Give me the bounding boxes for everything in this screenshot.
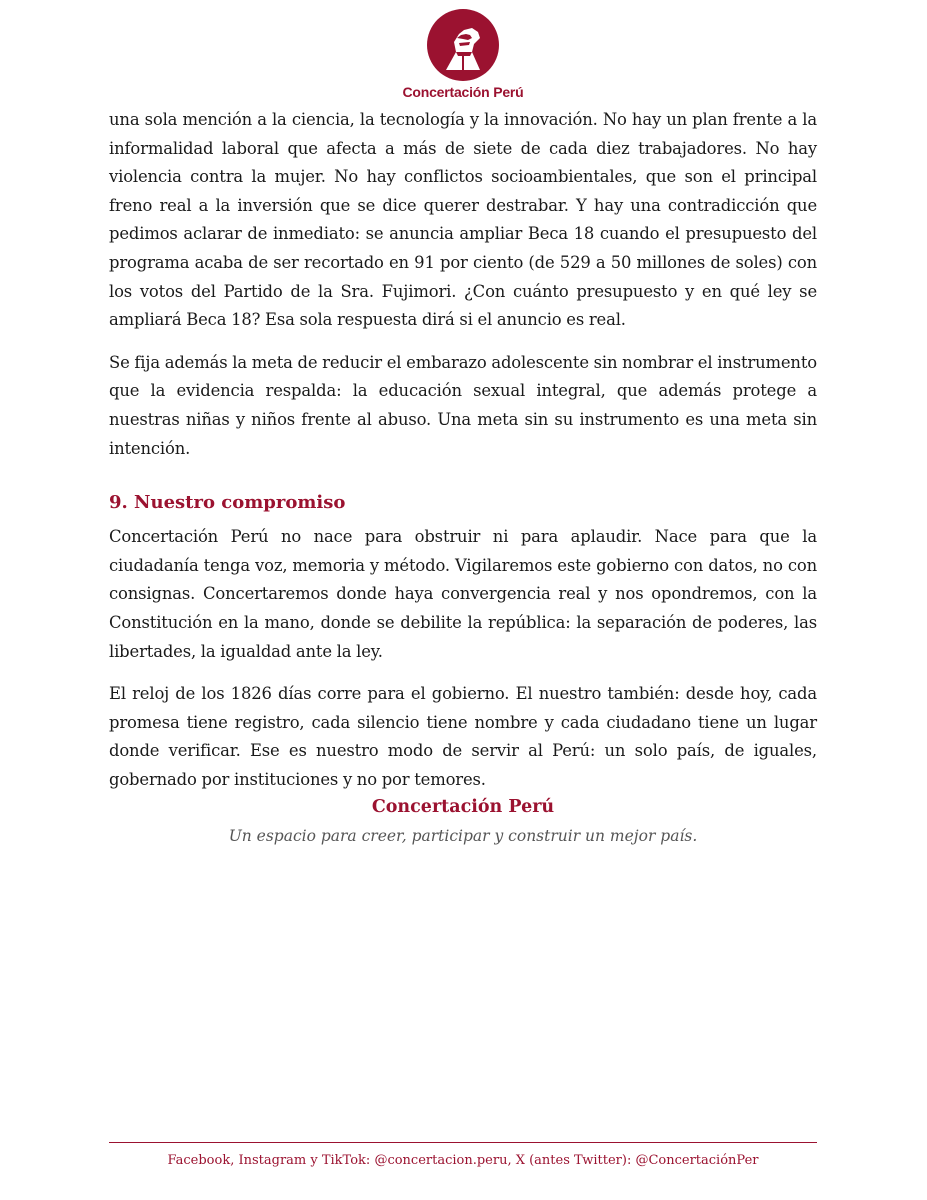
signature-block [109,794,817,850]
handshake-logo-icon [426,8,500,82]
body-paragraph: Se fija además la meta de reducir el embarazo adolescente sin nombrar el instrumento que la evidencia respalda: la educación sexual integral, que además protege a nuestras niñas y niños frente al abuso. Una meta sin su instrumento es una meta sin intención. [109,352,817,458]
section-paragraph: Concertación Perú no nace para obstruir ni para aplaudir. Nace para que la ciudadanía tenga voz, memoria y método. Vigilaremos este gobierno con datos, no con consignas. Concertaremos donde haya convergencia real y nos opondremos, con la Constitución en la mano, donde se debilite la república: la separación de poderes, las libertades, la igualdad ante la ley. [109,527,817,661]
footer-divider [109,1142,817,1143]
document-body [109,106,817,808]
footer-social-links: Facebook, Instagram y TikTok: @concertacion.peru, X (antes Twitter): @ConcertaciónPer [167,1153,759,1168]
body-paragraph: una sola mención a la ciencia, la tecnología y la innovación. No hay un plan frente a la informalidad laboral que afecta a más de siete de cada diez trabajadores. No hay violencia contra la mujer. No hay conflictos socioambientales, que son el principal freno real a la inversión que se dice querer destrabar. Y hay una contradicción que pedimos aclarar de inmediato: se anuncia ampliar Beca 18 cuando el presupuesto del programa acaba de ser recortado en 91 por ciento (de 529 a 50 millones de soles) con los votos del Partido de la Sra. Fujimori. ¿Con cuánto presupuesto y en qué ley se ampliará Beca 18? Esa sola respuesta dirá si el anuncio es real. [109,110,817,330]
header-logo [398,8,528,112]
logo-wordmark: Concertación Perú [402,84,524,100]
section-heading: 9. Nuestro compromiso [109,492,346,514]
signature-name: Concertación Perú [371,797,555,817]
signature-tagline: Un espacio para creer, participar y construir un mejor país. [228,827,698,845]
section-paragraph: El reloj de los 1826 días corre para el gobierno. El nuestro también: desde hoy, cada promesa tiene registro, cada silencio tiene nombre y cada ciudadano tiene un lugar donde verificar. Ese es nuestro modo de servir al Perú: un solo país, de iguales, gobernado por instituciones y no por temores. [109,684,817,789]
